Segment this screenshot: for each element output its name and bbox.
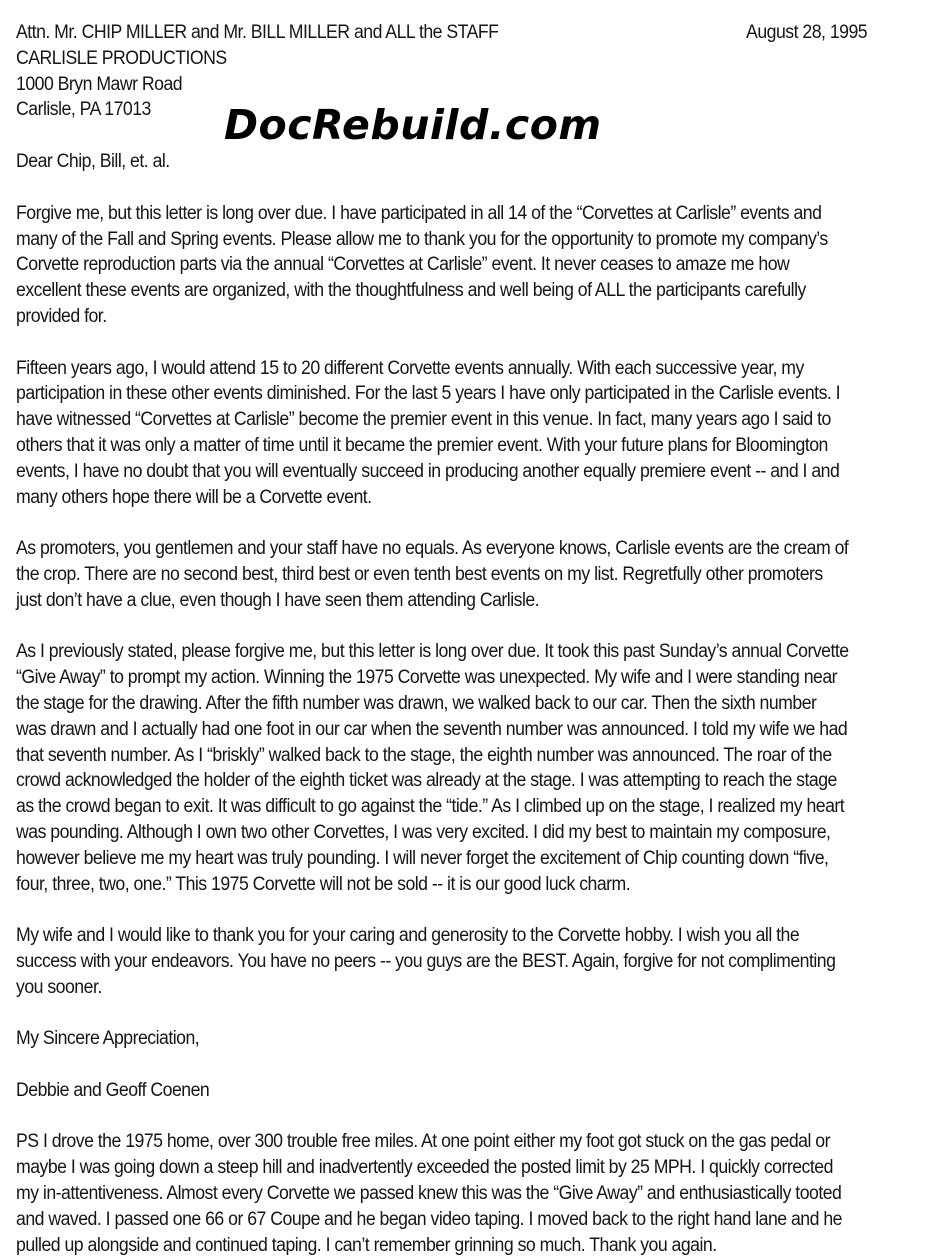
paragraph-line: Fifteen years ago, I would attend 15 to 20 different Corvette events annually. With each successive year, my — [16, 357, 804, 379]
paragraph-line: just don’t have a clue, even though I have seen them attending Carlisle. — [16, 589, 540, 611]
paragraph-line: success with your endeavors. You have no peers -- you guys are the BEST. Again, forgive for not complimenting — [16, 950, 836, 972]
postscript-line: my in-attentiveness. Almost every Corvette we passed knew this was the “Give Away” and enthusiastically tooted — [16, 1183, 842, 1205]
body-paragraph — [16, 201, 939, 330]
signature: Debbie and Geoff Coenen — [16, 1079, 210, 1101]
body-paragraph — [16, 356, 939, 511]
paragraph-line: the stage for the drawing. After the fifth number was drawn, we walked back to our car. Then the sixth number — [16, 692, 817, 714]
address-line: Carlisle, PA 17013 — [16, 99, 151, 121]
paragraph-line: however believe me my heart was truly pounding. I will never forget the excitement of Chip counting down “five, — [16, 847, 829, 869]
postscript-line: PS I drove the 1975 home, over 300 trouble free miles. At one point either my foot got stuck on the gas pedal or — [16, 1131, 830, 1153]
postscript-line: maybe I was going down a steep hill and inadvertently exceeded the posted limit by 25 MPH. I quickly corrected — [16, 1157, 833, 1179]
closing: My Sincere Appreciation, — [16, 1028, 200, 1050]
paragraph-line: As promoters, you gentlemen and your staff have no equals. As everyone knows, Carlisle events are the cream of — [16, 538, 849, 560]
paragraph-line: participation in these other events diminished. For the last 5 years I have only participated in the Carlisle events. I — [16, 383, 841, 405]
paragraph-line: four, three, two, one.” This 1975 Corvette will not be sold -- it is our good luck charm. — [16, 873, 631, 895]
letter-date: August 28, 1995 — [746, 22, 868, 43]
address-line: 1000 Bryn Mawr Road — [16, 73, 183, 95]
attention-line: Attn. Mr. CHIP MILLER and Mr. BILL MILLER and ALL the STAFF — [16, 22, 499, 43]
paragraph-line: As I previously stated, please forgive me, but this letter is long over due. It took this past Sunday’s annual Corvette — [16, 641, 849, 663]
body-paragraph — [16, 639, 939, 897]
paragraph-line: excellent these events are organized, with the thoughtfulness and well being of ALL the participants carefully — [16, 280, 806, 302]
paragraph-line: that seventh number. As I “briskly” walked back to the stage, the eighth number was announced. The roar of the — [16, 744, 832, 766]
postscript-line: and waved. I passed one 66 or 67 Coupe and he began video taping. I moved back to the right hand lane and he — [16, 1208, 842, 1230]
paragraph-line: provided for. — [16, 305, 107, 327]
paragraph-line: events, I have no doubt that you will eventually succeed in producing another equally premiere event -- and I and — [16, 460, 840, 482]
paragraph-line: Forgive me, but this letter is long over due. I have participated in all 14 of the “Corvettes at Carlisle” events and — [16, 202, 822, 224]
paragraph-line: Corvette reproduction parts via the annual “Corvettes at Carlisle” event. It never ceases to amaze me how — [16, 254, 790, 276]
paragraph-line: you sooner. — [16, 976, 102, 998]
paragraph-line: many of the Fall and Spring events. Please allow me to thank you for the opportunity to promote my company’s — [16, 228, 828, 250]
salutation: Dear Chip, Bill, et. al. — [16, 151, 170, 173]
paragraph-line: others that it was only a matter of time until it became the premier event. With your future plans for Bloomington — [16, 434, 828, 456]
paragraph-line: “Give Away” to prompt my action. Winning the 1975 Corvette was unexpected. My wife and I were standing near — [16, 667, 838, 689]
paragraph-line: crowd acknowledged the holder of the eighth ticket was already at the stage. I was attempting to reach the stage — [16, 770, 837, 792]
body-paragraph — [16, 923, 939, 1000]
postscript — [16, 1129, 939, 1258]
paragraph-line: many others hope there will be a Corvette event. — [16, 486, 372, 508]
postscript-line: pulled up alongside and continued taping. I can’t remember grinning so much. Thank you again. — [16, 1234, 717, 1256]
paragraph-line: have witnessed “Corvettes at Carlisle” become the premier event in this venue. In fact, many years ago I said to — [16, 409, 831, 431]
paragraph-line: was drawn and I actually had one foot in our car when the seventh number was announced. I told my wife we had — [16, 718, 848, 740]
letter-page — [16, 20, 939, 1258]
paragraph-line: as the crowd began to exit. It was difficult to go against the “tide.” As I climbed up on the stage, I realized my heart — [16, 796, 845, 818]
watermark-logo: DocRebuild.com — [224, 101, 602, 149]
paragraph-line: the crop. There are no second best, third best or even tenth best events on my list. Regretfully other promoters — [16, 563, 823, 585]
paragraph-line: My wife and I would like to thank you for your caring and generosity to the Corvette hobby. I wish you all the — [16, 925, 800, 947]
body-paragraph — [16, 536, 939, 613]
paragraph-line: was pounding. Although I own two other Corvettes, I was very excited. I did my best to maintain my composure, — [16, 821, 831, 843]
address-line: CARLISLE PRODUCTIONS — [16, 47, 227, 69]
